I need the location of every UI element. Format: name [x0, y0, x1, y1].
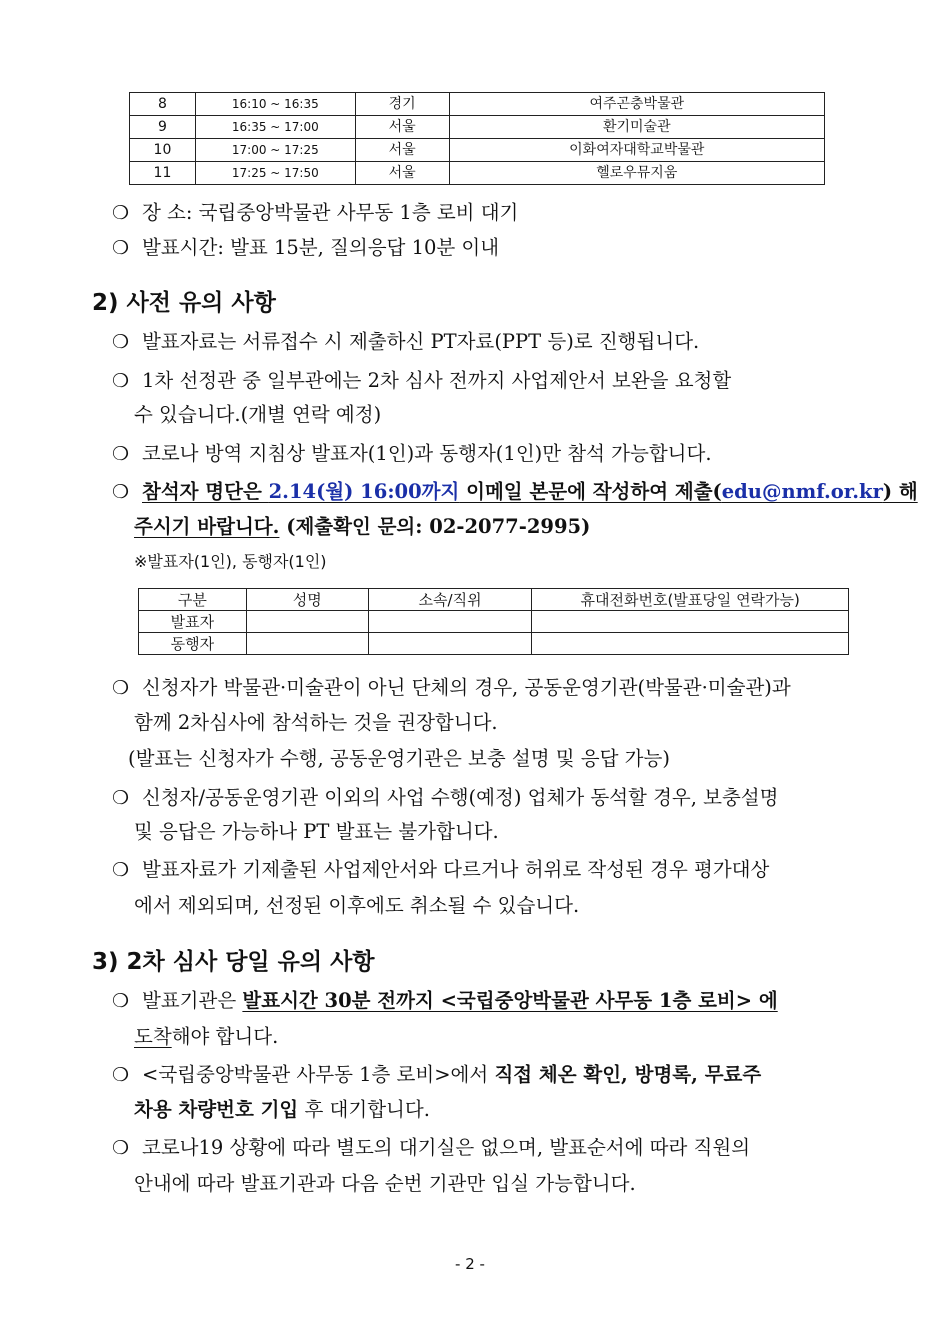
bullet-false-material-cont: 에서 제외되며, 선정된 이후에도 취소될 수 있습니다.: [134, 894, 580, 917]
empty-cell: [532, 633, 849, 655]
presentation-schedule-table: [129, 92, 825, 185]
page-number: - 2 -: [455, 1255, 485, 1273]
table-row: [130, 162, 825, 185]
bullet-supplement-request-cont: 수 있습니다.(개별 연락 예정): [134, 403, 382, 426]
bullet-joint-operator-note: (발표는 신청자가 수행, 공동운영기관은 보충 설명 및 응답 가능): [128, 747, 670, 770]
bullet-supplement-request: ❍ 1차 선정관 중 일부관에는 2차 심사 전까지 사업제안서 보완을 요청할: [112, 369, 732, 392]
empty-cell: [368, 633, 532, 655]
bullet-third-party-cont: 및 응답은 가능하나 PT 발표는 불가합니다.: [134, 820, 499, 843]
bullet-covid-attendance: ❍ 코로나 방역 지침상 발표자(1인)과 동행자(1인)만 참석 가능합니다.: [112, 442, 712, 465]
section-heading-2: 2) 사전 유의 사항: [92, 290, 276, 316]
bullet-circle-icon: ❍: [112, 237, 130, 259]
contact-info: (제출확인 문의: 02-2077-2995): [279, 515, 591, 538]
bullet-circle-icon: ❍: [112, 787, 130, 809]
bullet-waiting-room: ❍ 코로나19 상황에 따라 별도의 대기실은 없으며, 발표순서에 따라 직원의: [112, 1136, 751, 1159]
time-slot: 16:10 ~ 16:35: [195, 93, 355, 116]
museum-name: 이화여자대학교박물관: [449, 139, 824, 162]
region: 경기: [355, 93, 449, 116]
time-slot: 17:25 ~ 17:50: [195, 162, 355, 185]
section-heading-3: 3) 2차 심사 당일 유의 사항: [92, 949, 375, 975]
bullet-circle-icon: ❍: [112, 443, 130, 465]
column-header: 휴대전화번호(발표당일 연락가능): [532, 589, 849, 611]
empty-cell: [368, 611, 532, 633]
bullet-circle-icon: ❍: [112, 202, 130, 224]
bullet-circle-icon: ❍: [112, 481, 130, 503]
table-row: [139, 611, 849, 633]
bullet-third-party: ❍ 신청자/공동운영기관 이외의 사업 수행(예정) 업체가 동석할 경우, 보충설명: [112, 786, 779, 809]
museum-name: 여주곤충박물관: [449, 93, 824, 116]
deadline-date: 2.14(월) 16:00까지: [268, 480, 460, 503]
time-slot: 16:35 ~ 17:00: [195, 116, 355, 139]
bullet-circle-icon: ❍: [112, 990, 130, 1012]
bullet-waiting-room-cont: 안내에 따라 발표기관과 다음 순번 기관만 입실 가능합니다.: [134, 1172, 636, 1195]
column-header: 성명: [246, 589, 368, 611]
table-row: [130, 116, 825, 139]
bullet-circle-icon: ❍: [112, 331, 130, 353]
bullet-circle-icon: ❍: [112, 859, 130, 881]
row-label: 발표자: [139, 611, 247, 633]
region: 서울: [355, 162, 449, 185]
column-header: 구분: [139, 589, 247, 611]
row-number: 10: [130, 139, 196, 162]
bullet-arrival-time-cont: 도착해야 합니다.: [134, 1025, 279, 1048]
table-row: [139, 633, 849, 655]
museum-name: 환기미술관: [449, 116, 824, 139]
museum-name: 헬로우뮤지움: [449, 162, 824, 185]
bullet-attendee-list: ❍ 참석자 명단은 2.14(월) 16:00까지 이메일 본문에 작성하여 제출(edu@nmf.or.kr) 해: [112, 480, 918, 503]
column-header: 소속/직위: [368, 589, 532, 611]
row-number: 11: [130, 162, 196, 185]
region: 서울: [355, 116, 449, 139]
bullet-joint-operator: ❍ 신청자가 박물관·미술관이 아닌 단체의 경우, 공동운영기관(박물관·미술관)과: [112, 676, 791, 699]
bullet-check-in: ❍ <국립중앙박물관 사무동 1층 로비>에서 직접 체온 확인, 방명록, 무료주: [112, 1063, 762, 1086]
bullet-presentation-material: ❍ 발표자료는 서류접수 시 제출하신 PT자료(PPT 등)로 진행됩니다.: [112, 330, 700, 353]
bullet-circle-icon: ❍: [112, 677, 130, 699]
bullet-attendee-list-cont: 주시기 바랍니다. (제출확인 문의: 02-2077-2995): [134, 515, 591, 538]
table-row: [130, 93, 825, 116]
bullet-circle-icon: ❍: [112, 1137, 130, 1159]
presentation-time-bullet: ❍ 발표시간: 발표 15분, 질의응답 10분 이내: [112, 236, 500, 259]
table-row: [130, 139, 825, 162]
bullet-joint-operator-cont: 함께 2차심사에 참석하는 것을 권장합니다.: [134, 711, 498, 734]
table-header-row: [139, 589, 849, 611]
bullet-arrival-time: ❍ 발표기관은 발표시간 30분 전까지 <국립중앙박물관 사무동 1층 로비> 에: [112, 989, 778, 1012]
bullet-circle-icon: ❍: [112, 1064, 130, 1086]
row-number: 8: [130, 93, 196, 116]
row-number: 9: [130, 116, 196, 139]
bullet-check-in-cont: 차용 차량번호 기입 후 대기합니다.: [134, 1098, 430, 1121]
empty-cell: [246, 611, 368, 633]
bullet-false-material: ❍ 발표자료가 기제출된 사업제안서와 다르거나 허위로 작성된 경우 평가대상: [112, 858, 770, 881]
attendee-form-table: [138, 588, 849, 655]
row-label: 동행자: [139, 633, 247, 655]
bullet-circle-icon: ❍: [112, 370, 130, 392]
time-slot: 17:00 ~ 17:25: [195, 139, 355, 162]
empty-cell: [532, 611, 849, 633]
region: 서울: [355, 139, 449, 162]
location-bullet: ❍ 장 소: 국립중앙박물관 사무동 1층 로비 대기: [112, 201, 519, 224]
submission-email-link[interactable]: edu@nmf.or.kr: [721, 480, 883, 503]
empty-cell: [246, 633, 368, 655]
attendee-note: ※발표자(1인), 동행자(1인): [134, 552, 327, 571]
